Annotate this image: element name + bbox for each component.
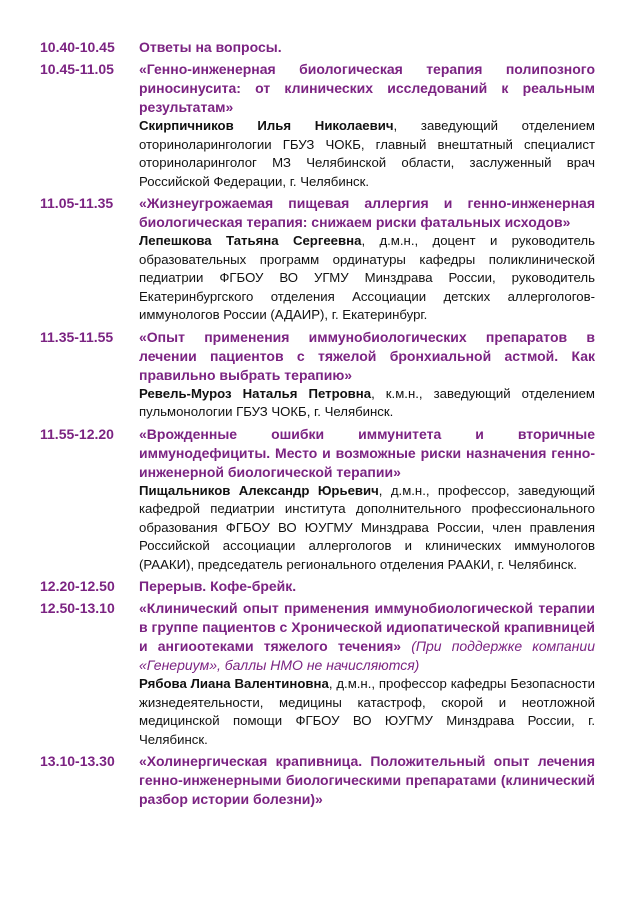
schedule-row: [40, 328, 595, 422]
time-slot: 10.40-10.45: [40, 39, 115, 55]
speaker-info: , заведующий отделением оториноларингологии ГБУЗ ЧОКБ, главный внештатный специалист оториноларинголог МЗ Челябинской области, заслуженный врач Российской Федерации, г. Челябинск.: [139, 118, 595, 189]
time-slot: 10.45-11.05: [40, 61, 114, 77]
session-title: «Жизнеугрожаемая пищевая аллергия и генно-инженерная биологическая терапия: снижаем риски фатальных исходов»: [139, 195, 595, 230]
speaker-block: [139, 232, 595, 325]
schedule-row: [40, 60, 595, 191]
speaker-name: Ревель-Муроз Наталья Петровна: [139, 385, 372, 401]
speaker-info: , д.м.н., доцент и руководитель образовательных программ ординатуры кафедры поликлинической педиатрии ФГБОУ ВО УГМУ Минздрава России, руководитель Екатеринбургского отделения Ассоциации детских аллергологов-иммунологов России (АДАИР), г. Екатеринбург.: [139, 233, 596, 322]
speaker-block: [139, 117, 595, 191]
schedule-row: [40, 38, 595, 57]
session-content: [139, 194, 595, 325]
schedule-row: [40, 425, 595, 575]
session-title: «Холинергическая крапивница. Положительный опыт лечения генно-инженерными биологическими препаратами (клинический разбор истории болезни)»: [139, 753, 595, 807]
time-slot: 11.05-11.35: [40, 195, 114, 211]
speaker-block: [139, 482, 595, 575]
time-slot: 12.20-12.50: [40, 578, 115, 594]
session-title: «Опыт применения иммунобиологических препаратов в лечении пациентов с тяжелой бронхиальной астмой. Как правильно выбрать терапию»: [139, 328, 595, 383]
session-content: [139, 38, 595, 57]
session-content: [139, 599, 595, 749]
schedule-row: [40, 577, 595, 596]
program-schedule: [40, 38, 595, 812]
schedule-row: [40, 752, 595, 809]
session-content: [139, 577, 595, 596]
session-content: [139, 425, 595, 575]
speaker-name: Скирпичников Илья Николаевич: [139, 118, 394, 133]
session-title: «Клинический опыт применения иммунобиологической терапии в группе пациентов с Хронической идиопатической крапивницей и ангиоотеками тяжелого течения»: [139, 600, 595, 654]
session-content: [139, 60, 595, 191]
schedule-row: [40, 599, 595, 749]
speaker-info: , д.м.н., профессор, заведующий кафедрой педиатрии института дополнительного профессионального образования ФГБОУ ВО ЮУГМУ Минздрава России, член правления Российской ассоциации аллергологов и клинических иммунологов (РААКИ), председатель регионального отделения РААКИ, г. Челябинск.: [139, 482, 596, 572]
session-title: «Генно-инженерная биологическая терапия полипозного риносинусита: от клинических исследований к реальным результатам»: [139, 61, 595, 115]
session-title-with-note: [139, 599, 595, 675]
speaker-info: , к.м.н., заведующий отделением пульмонологии ГБУЗ ЧОКБ, г. Челябинск.: [139, 385, 595, 419]
session-content: [139, 752, 595, 809]
time-slot: 13.10-13.30: [40, 753, 115, 769]
session-title: Перерыв. Кофе-брейк.: [139, 578, 297, 594]
time-slot: 11.55-12.20: [40, 425, 114, 442]
session-title: Ответы на вопросы.: [139, 39, 282, 55]
time-slot: 12.50-13.10: [40, 600, 115, 616]
time-slot: 11.35-11.55: [40, 328, 114, 345]
speaker-name: Рябова Лиана Валентиновна: [139, 676, 329, 691]
speaker-name: Пищальников Александр Юрьевич: [139, 482, 379, 498]
schedule-row: [40, 194, 595, 325]
sponsor-note: (При поддержке компании «Генериум», баллы НМО не начисляются): [139, 638, 595, 673]
session-content: [139, 328, 595, 422]
speaker-info: , д.м.н., профессор кафедры Безопасности жизнедеятельности, медицины катастроф, скорой и неотложной медицинской помощи ФГБОУ ВО ЮУГМУ Минздрава России, г. Челябинск.: [139, 676, 595, 747]
speaker-name: Лепешкова Татьяна Сергеевна: [139, 233, 362, 248]
speaker-block: [139, 675, 595, 749]
speaker-block: [139, 385, 595, 422]
session-title: «Врожденные ошибки иммунитета и вторичные иммунодефициты. Место и возможные риски назначения генно-инженерной биологической терапии»: [139, 425, 595, 480]
